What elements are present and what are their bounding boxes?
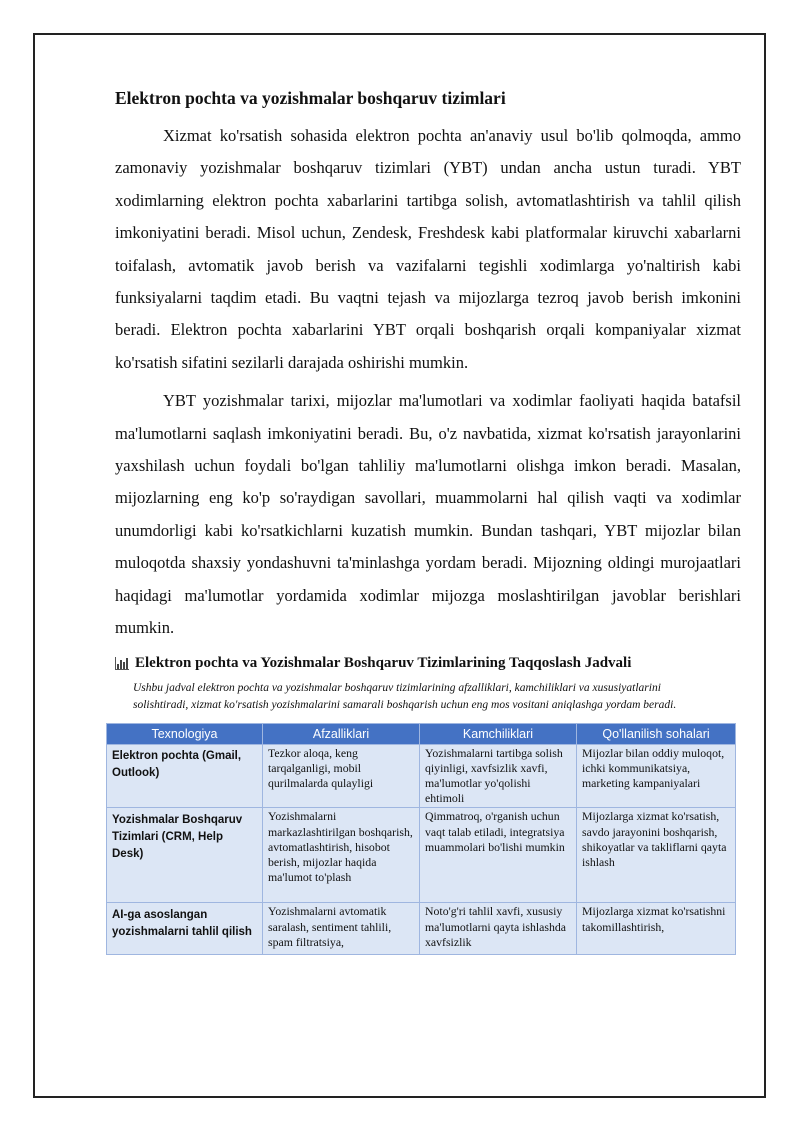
- table-caption: Ushbu jadval elektron pochta va yozishmalar boshqaruv tizimlarining afzalliklari, kamchiliklari va xususiyatlarini solishtiradi, xizmat ko'rsatish yozishmalarini samarali boshqarish uchun eng mos vositani aniqlashga yordam beradi.: [133, 681, 677, 711]
- table-header-row: [107, 723, 736, 744]
- table-cell: Yozishmalarni markazlashtirilgan boshqarish, avtomatlashtirish, hisobot berish, mijozlar haqida ma'lumot to'plash: [263, 808, 420, 903]
- section-heading: Elektron pochta va yozishmalar boshqaruv tizimlari: [115, 88, 506, 108]
- table-cell: Qimmatroq, o'rganish uchun vaqt talab etiladi, integratsiya muammolari bo'lishi mumkin: [420, 808, 577, 903]
- table-cell: Elektron pochta (Gmail, Outlook): [107, 744, 263, 808]
- column-header: Afzalliklari: [263, 723, 420, 744]
- table-cell: Yozishmalarni tartibga solish qiyinligi, xavfsizlik xavfi, ma'lumotlar yo'qolishi ehtimoli: [420, 744, 577, 808]
- table-heading: [115, 653, 741, 675]
- table-cell: Mijozlarga xizmat ko'rsatishni takomillashtirish,: [577, 903, 736, 955]
- column-header: Kamchiliklari: [420, 723, 577, 744]
- comparison-table: [106, 723, 736, 956]
- table-row: [107, 808, 736, 903]
- table-title: Elektron pochta va Yozishmalar Boshqaruv Tizimlarining Taqqoslash Jadvali: [135, 655, 632, 671]
- column-header: Texnologiya: [107, 723, 263, 744]
- table-cell: Noto'g'ri tahlil xavfi, xususiy ma'lumotlarni qayta ishlashda xavfsizlik: [420, 903, 577, 955]
- table-row: [107, 744, 736, 808]
- table-row: [107, 903, 736, 955]
- bar-chart-icon: [115, 657, 129, 670]
- table-cell: Mijozlar bilan oddiy muloqot, ichki kommunikatsiya, marketing kampaniyalari: [577, 744, 736, 808]
- table-cell: Yozishmalarni avtomatik saralash, sentiment tahlili, spam filtratsiya,: [263, 903, 420, 955]
- table-cell: Tezkor aloqa, keng tarqalganligi, mobil qurilmalarda qulayligi: [263, 744, 420, 808]
- column-header: Qo'llanilish sohalari: [577, 723, 736, 744]
- table-cell: AI-ga asoslangan yozishmalarni tahlil qilish: [107, 903, 263, 955]
- document-body: [112, 85, 741, 955]
- table-cell: Yozishmalar Boshqaruv Tizimlari (CRM, Help Desk): [107, 808, 263, 903]
- paragraph-1: Xizmat ko'rsatish sohasida elektron pochta an'anaviy usul bo'lib qolmoqda, ammo zamonaviy yozishmalar boshqaruv tizimlari (YBT) undan ancha ustun turadi. YBT xodimlarning elektron pochta xabarlarini tartibga solish, avtomatlashtirish va tahlil qilish imkoniyatini beradi. Misol uchun, Zendesk, Freshdesk kabi platformalar kiruvchi xabarlarni toifalash, avtomatik javob berish va vazifalarni tegishli xodimlarga yo'naltirish kabi funksiyalarni taqdim etadi. Bu vaqtni tejash va mijozlarga tezroq javob berish imkonini beradi. Elektron pochta xabarlarini YBT orqali boshqarish orqali kompaniyalar xizmat ko'rsatish sifatini sezilarli darajada oshirishi mumkin.: [115, 126, 741, 372]
- paragraph-2: YBT yozishmalar tarixi, mijozlar ma'lumotlari va xodimlar faoliyati haqida batafsil ma'lumotlarni saqlash imkoniyatini beradi. Bu, o'z navbatida, xizmat ko'rsatish jarayonlarini yaxshilash uchun foydali bo'lgan tahliliy ma'lumotlarni olishga imkon beradi. Masalan, mijozlarning eng ko'p so'raydigan savollari, muammolarni hal qilish vaqti va xodimlar unumdorligi kabi ko'rsatkichlarni kuzatish mumkin. Bundan tashqari, YBT mijozlar bilan muloqotda shaxsiy yondashuvni ta'minlashga yordam beradi. Mijozning oldingi murojaatlari haqidagi ma'lumotlar yordamida xodimlar mijozga moslashtirilgan javoblar berishlari mumkin.: [115, 391, 741, 638]
- table-cell: Mijozlarga xizmat ko'rsatish, savdo jarayonini boshqarish, shikoyatlar va takliflarni qayta ishlash: [577, 808, 736, 903]
